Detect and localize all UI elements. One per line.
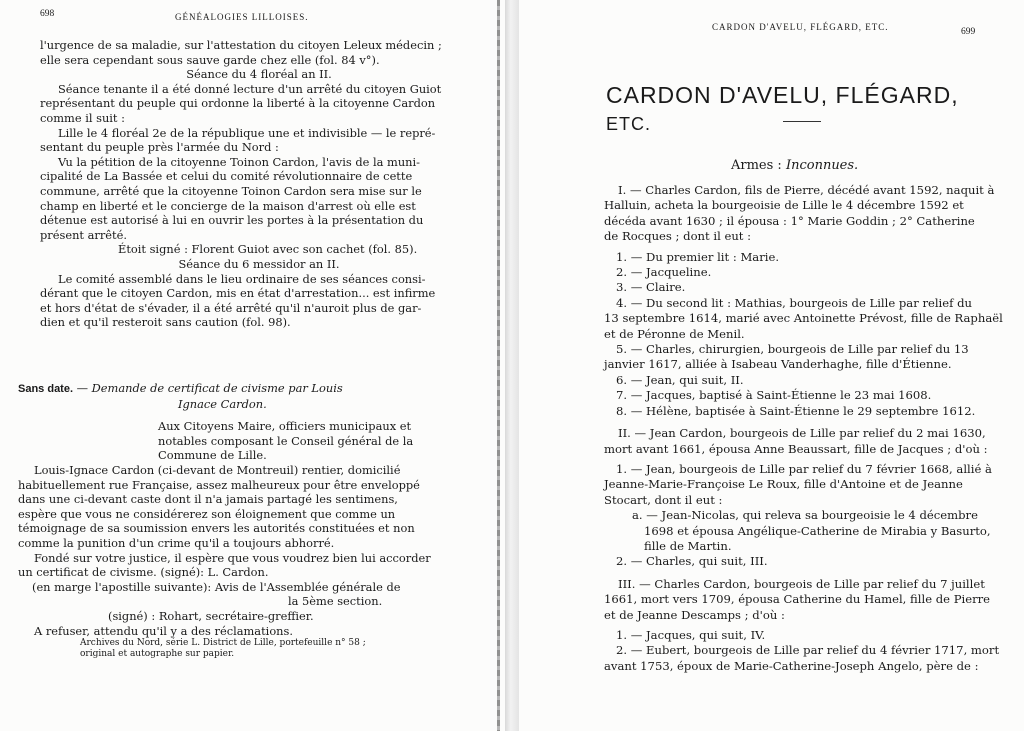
text-line: Fondé sur votre justice, il espère que vous voudrez bien lui accorder xyxy=(34,550,431,565)
child-line: 4. — Du second lit : Mathias, bourgeois de Lille par relief du xyxy=(616,295,972,310)
address-line: notables composant le Conseil général de la xyxy=(158,433,414,448)
child-line: 7. — Jacques, baptisé à Saint-Étienne le 23 mai 1608. xyxy=(616,388,932,403)
signature-line: Étoit signé : Florent Guiot avec son cachet (fol. 85). xyxy=(118,242,418,257)
child-line: 2. — Eubert, bourgeois de Lille par relief du 4 février 1717, mort xyxy=(616,643,1000,658)
left-page xyxy=(0,0,505,731)
armes-value: Inconnues. xyxy=(785,158,859,173)
chapter-title-etc: ETC. xyxy=(606,114,652,134)
child-line: 1698 et épousa Angélique-Catherine de Mirabia y Basurto, xyxy=(644,523,991,538)
text-line: dien et qu'il resteroit sans caution (fol. 98). xyxy=(40,315,291,330)
chapter-title xyxy=(606,82,1006,136)
text-line: mort avant 1661, épousa Anne Beaussart, fille de Jacques ; d'où : xyxy=(604,441,988,456)
text-line: Louis-Ignace Cardon (ci-devant de Montreuil) rentier, domicilié xyxy=(34,462,401,477)
text-line: champ en liberté et le concierge de la maison d'arrest où elle est xyxy=(40,198,416,213)
text-line: l'urgence de sa maladie, sur l'attestation du citoyen Leleux médecin ; xyxy=(40,38,442,52)
text-line: Halluin, acheta la bourgeoisie de Lille le 4 décembre 1592 et xyxy=(604,198,964,213)
text-line: (signé) : Rohart, secrétaire-greffier. xyxy=(108,608,314,623)
gutter-shadow xyxy=(497,0,500,731)
child-line: Stocart, dont il eut : xyxy=(604,492,723,507)
text-line: cipalité de La Bassée et celui du comité révolutionnaire de cette xyxy=(40,169,413,184)
text-line: et hors d'état de s'évader, il a été arrêté qu'il n'auroit plus de gar- xyxy=(40,300,422,315)
child-line: 3. — Claire. xyxy=(616,280,686,295)
child-line: et de Péronne de Menil. xyxy=(604,326,745,341)
chapter-title-main: CARDON D'AVELU, FLÉGARD, xyxy=(606,82,959,108)
child-line: 8. — Hélène, baptisée à Saint-Étienne le 29 septembre 1612. xyxy=(616,403,976,418)
child-line: 2. — Jacqueline. xyxy=(616,265,712,280)
text-line: de Rocques ; dont il eut : xyxy=(604,229,752,244)
archive-note: original et autographe sur papier. xyxy=(80,649,235,660)
text-line: comme il suit : xyxy=(40,110,125,125)
child-line: 6. — Jean, qui suit, II. xyxy=(616,372,744,387)
address-line: Commune de Lille. xyxy=(158,448,267,463)
armes-label: Armes : xyxy=(731,158,782,173)
right-running-head: CARDON D'AVELU, FLÉGARD, ETC. xyxy=(712,22,889,32)
archive-note: Archives du Nord, série L. District de Lille, portefeuille n° 58 ; xyxy=(80,638,366,649)
sans-date-heading xyxy=(18,381,478,397)
address-line: Aux Citoyens Maire, officiers municipaux et xyxy=(158,419,412,434)
text-line: (en marge l'apostille suivante): Avis de l'Assemblée générale de xyxy=(32,579,401,594)
left-text-block-b xyxy=(18,381,478,660)
text-line: 1661, mort vers 1709, épousa Catherine du Hamel, fille de Pierre xyxy=(604,592,991,607)
sans-date-text: — Demande de certificat de civisme par Louis xyxy=(73,381,343,395)
child-line: avant 1753, époux de Marie-Catherine-Joseph Angelo, père de : xyxy=(604,658,979,673)
child-line: 5. — Charles, chirurgien, bourgeois de Lille par relief du 13 xyxy=(616,342,969,357)
text-line: comme la punition d'un crime qu'il a toujours abhorré. xyxy=(18,535,335,550)
text-line: elle sera cependant sous sauve garde chez elle (fol. 84 v°). xyxy=(40,52,380,67)
left-running-head: GÉNÉALOGIES LILLOISES. xyxy=(175,12,309,22)
seance-heading: Séance du 4 floréal an II. xyxy=(186,67,332,82)
text-line: sentant du peuple près l'armée du Nord : xyxy=(40,140,279,155)
text-line: témoignage de sa soumission envers les autorités constituées et non xyxy=(18,521,415,536)
sans-date-text-2: Ignace Cardon. xyxy=(178,396,267,411)
text-line: un certificat de civisme. (signé): L. Cardon. xyxy=(18,565,269,580)
text-line: III. — Charles Cardon, bourgeois de Lille par relief du 7 juillet xyxy=(618,576,985,591)
text-line: présent arrêté. xyxy=(40,227,127,242)
right-page xyxy=(519,0,1024,731)
right-page-number: 699 xyxy=(961,27,976,37)
left-page-number: 698 xyxy=(40,9,55,19)
child-line: 1. — Jacques, qui suit, IV. xyxy=(616,627,766,642)
text-line: I. — Charles Cardon, fils de Pierre, décédé avant 1592, naquit à xyxy=(618,183,995,197)
text-line: décéda avant 1630 ; il épousa : 1° Marie Goddin ; 2° Catherine xyxy=(604,213,975,228)
text-line: espère que vous ne considérerez son éloignement que comme un xyxy=(18,506,396,521)
child-line: 13 septembre 1614, marié avec Antoinette Prévost, fille de Raphaël xyxy=(604,311,1003,326)
child-line: 2. — Charles, qui suit, III. xyxy=(616,554,768,569)
text-line: dans une ci-devant caste dont il n'a jamais partagé les sentimens, xyxy=(18,492,398,507)
title-rule xyxy=(783,121,821,122)
text-line: A refuser, attendu qu'il y a des réclamations. xyxy=(34,623,293,638)
armes-line xyxy=(731,158,858,173)
child-line: 1. — Du premier lit : Marie. xyxy=(616,249,780,264)
seance-heading: Séance du 6 messidor an II. xyxy=(178,256,340,271)
child-line: janvier 1617, alliée à Isabeau Vanderhaghe, fille d'Étienne. xyxy=(604,357,952,372)
text-line: habituellement rue Française, assez malheureux pour être enveloppé xyxy=(18,477,420,492)
child-line: fille de Martin. xyxy=(644,538,732,553)
child-line: a. — Jean-Nicolas, qui releva sa bourgeoisie le 4 décembre xyxy=(632,508,978,523)
left-text-block-a xyxy=(40,38,478,330)
text-line: Le comité assemblé dans le lieu ordinaire de ses séances consi- xyxy=(58,271,426,286)
genealogy-text xyxy=(604,183,1003,674)
text-line: et de Jeanne Descamps ; d'où : xyxy=(604,607,785,622)
text-line: représentant du peuple qui ordonne la liberté à la citoyenne Cardon xyxy=(40,96,436,111)
text-line: II. — Jean Cardon, bourgeois de Lille par relief du 2 mai 1630, xyxy=(618,426,986,441)
text-line: Séance tenante il a été donné lecture d'un arrêté du citoyen Guiot xyxy=(58,81,442,96)
text-line: détenue est autorisé à lui en ouvrir les portes à la présentation du xyxy=(40,213,424,228)
child-line: 1. — Jean, bourgeois de Lille par relief du 7 février 1668, allié à xyxy=(616,461,992,476)
text-line: Vu la pétition de la citoyenne Toinon Cardon, l'avis de la muni- xyxy=(58,154,420,169)
book-gutter xyxy=(505,0,519,731)
text-line: dérant que le citoyen Cardon, mis en état d'arrestation... est infirme xyxy=(40,286,436,301)
sans-date-label: Sans date. xyxy=(18,383,74,395)
child-line: Jeanne-Marie-Françoise Le Roux, fille d'Antoine et de Jeanne xyxy=(604,477,963,492)
text-line: commune, arrêté que la citoyenne Toinon Cardon sera mise sur le xyxy=(40,183,422,198)
text-line: la 5ème section. xyxy=(288,594,383,609)
text-line: Lille le 4 floréal 2e de la république une et indivisible — le repré- xyxy=(58,125,436,140)
